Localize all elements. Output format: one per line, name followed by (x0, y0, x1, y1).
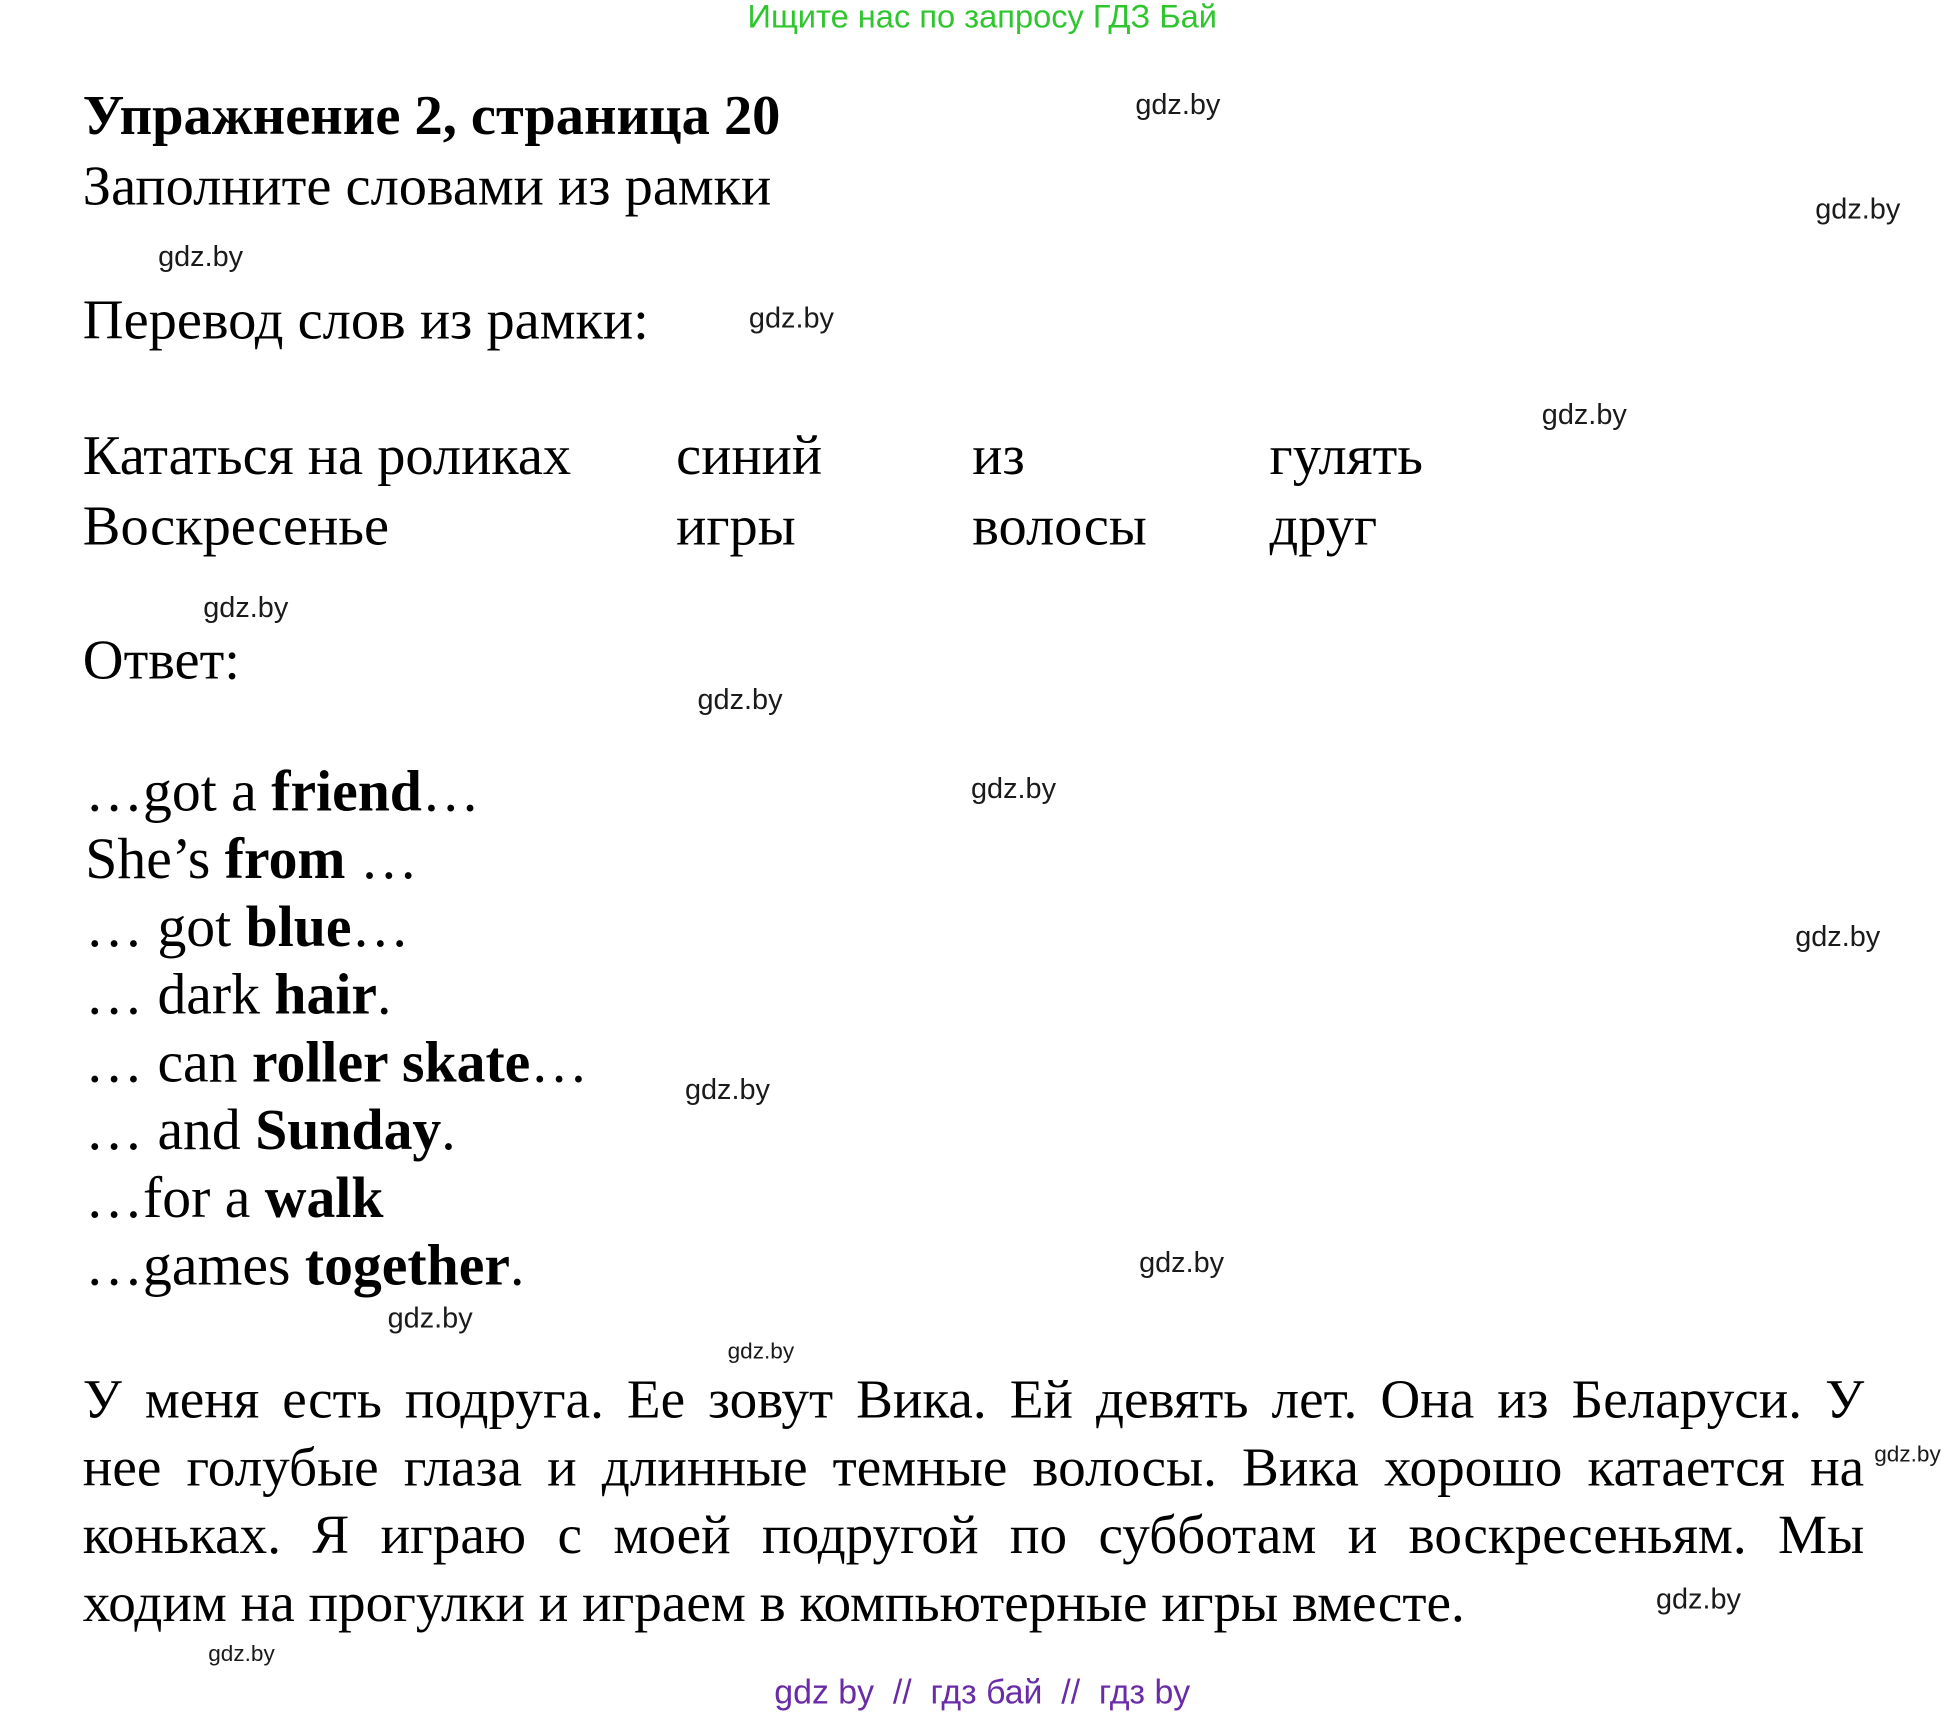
page-title: Упражнение 2, страница 20 (82, 84, 781, 147)
answer-text: …for a (85, 1165, 265, 1230)
word-cell: друг (1269, 494, 1378, 557)
watermark: gdz.by (1135, 87, 1221, 121)
word-cell: игры (676, 494, 796, 557)
footer-links[interactable]: gdz by // гдз бай // гдз by (774, 1673, 1191, 1712)
answer-text: … dark (85, 962, 275, 1027)
paragraph-line: У меня есть подруга. Ее зовут Вика. Ей девять лет. Она из Беларуси. У (82, 1368, 1865, 1431)
word-cell: Кататься на роликах (82, 424, 572, 487)
watermark: gdz.by (387, 1300, 473, 1334)
word-cell: синий (676, 424, 823, 487)
answer-heading: Ответ: (82, 628, 240, 692)
answer-text: … (530, 1029, 589, 1094)
watermark: gdz.by (1655, 1581, 1741, 1615)
paragraph-line: ходим на прогулки и играем в компьютерные игры вместе. (82, 1571, 1465, 1634)
translation-heading: Перевод слов из рамки: (82, 288, 649, 352)
answer-line (85, 1167, 383, 1230)
answer-line (85, 760, 479, 823)
watermark: gdz.by (748, 301, 834, 334)
watermark: gdz.by (1795, 919, 1881, 953)
answer-text: . (377, 962, 392, 1027)
watermark: gdz.by (970, 771, 1056, 805)
instruction: Заполните словами из рамки (82, 154, 772, 218)
answer-text: … got (85, 894, 246, 959)
answer-line (85, 1099, 455, 1162)
paragraph-line: нее голубые глаза и длинные темные волосы. Вика хорошо катается на (82, 1436, 1865, 1498)
answer-word: roller skate (251, 1029, 531, 1094)
word-cell: волосы (972, 494, 1147, 557)
word-cell: из (972, 424, 1025, 487)
watermark: gdz.by (697, 682, 783, 716)
answer-text: . (441, 1097, 456, 1162)
watermark: gdz.by (727, 1338, 795, 1364)
answer-text: … (351, 894, 410, 959)
answer-line (85, 1234, 524, 1297)
watermark: gdz.by (1139, 1245, 1225, 1279)
answer-word: together (304, 1233, 510, 1298)
answer-text: … (421, 758, 480, 823)
watermark: gdz.by (1874, 1441, 1941, 1467)
answer-line (85, 1031, 588, 1094)
answer-word: from (224, 826, 346, 891)
answer-line (85, 828, 417, 891)
answer-line (85, 963, 391, 1026)
word-cell: Воскресенье (82, 494, 390, 557)
answer-text: … (345, 826, 418, 891)
word-cell: гулять (1269, 424, 1424, 487)
paragraph-line: коньках. Я играю с моей подругой по субботам и воскресеньям. Мы (82, 1504, 1865, 1566)
answer-word: blue (245, 894, 352, 959)
watermark: gdz.by (1815, 191, 1901, 225)
answer-text: . (509, 1233, 525, 1298)
answer-text: …games (85, 1233, 305, 1298)
answer-text: She’s (85, 826, 225, 891)
answer-text: …got a (85, 758, 272, 823)
watermark: gdz.by (203, 590, 289, 624)
answer-word: Sunday (255, 1097, 442, 1162)
watermark: gdz.by (684, 1072, 770, 1106)
search-banner[interactable]: Ищите нас по запросу ГДЗ Бай (747, 0, 1218, 36)
watermark: gdz.by (1541, 397, 1627, 431)
watermark: gdz.by (158, 239, 244, 273)
answer-text: … can (85, 1029, 252, 1094)
answer-word: hair (274, 962, 378, 1027)
answer-line (85, 896, 409, 959)
answer-word: friend (271, 758, 422, 823)
watermark: gdz.by (208, 1640, 275, 1666)
answer-text: … and (85, 1097, 256, 1162)
answer-word: walk (264, 1165, 384, 1230)
